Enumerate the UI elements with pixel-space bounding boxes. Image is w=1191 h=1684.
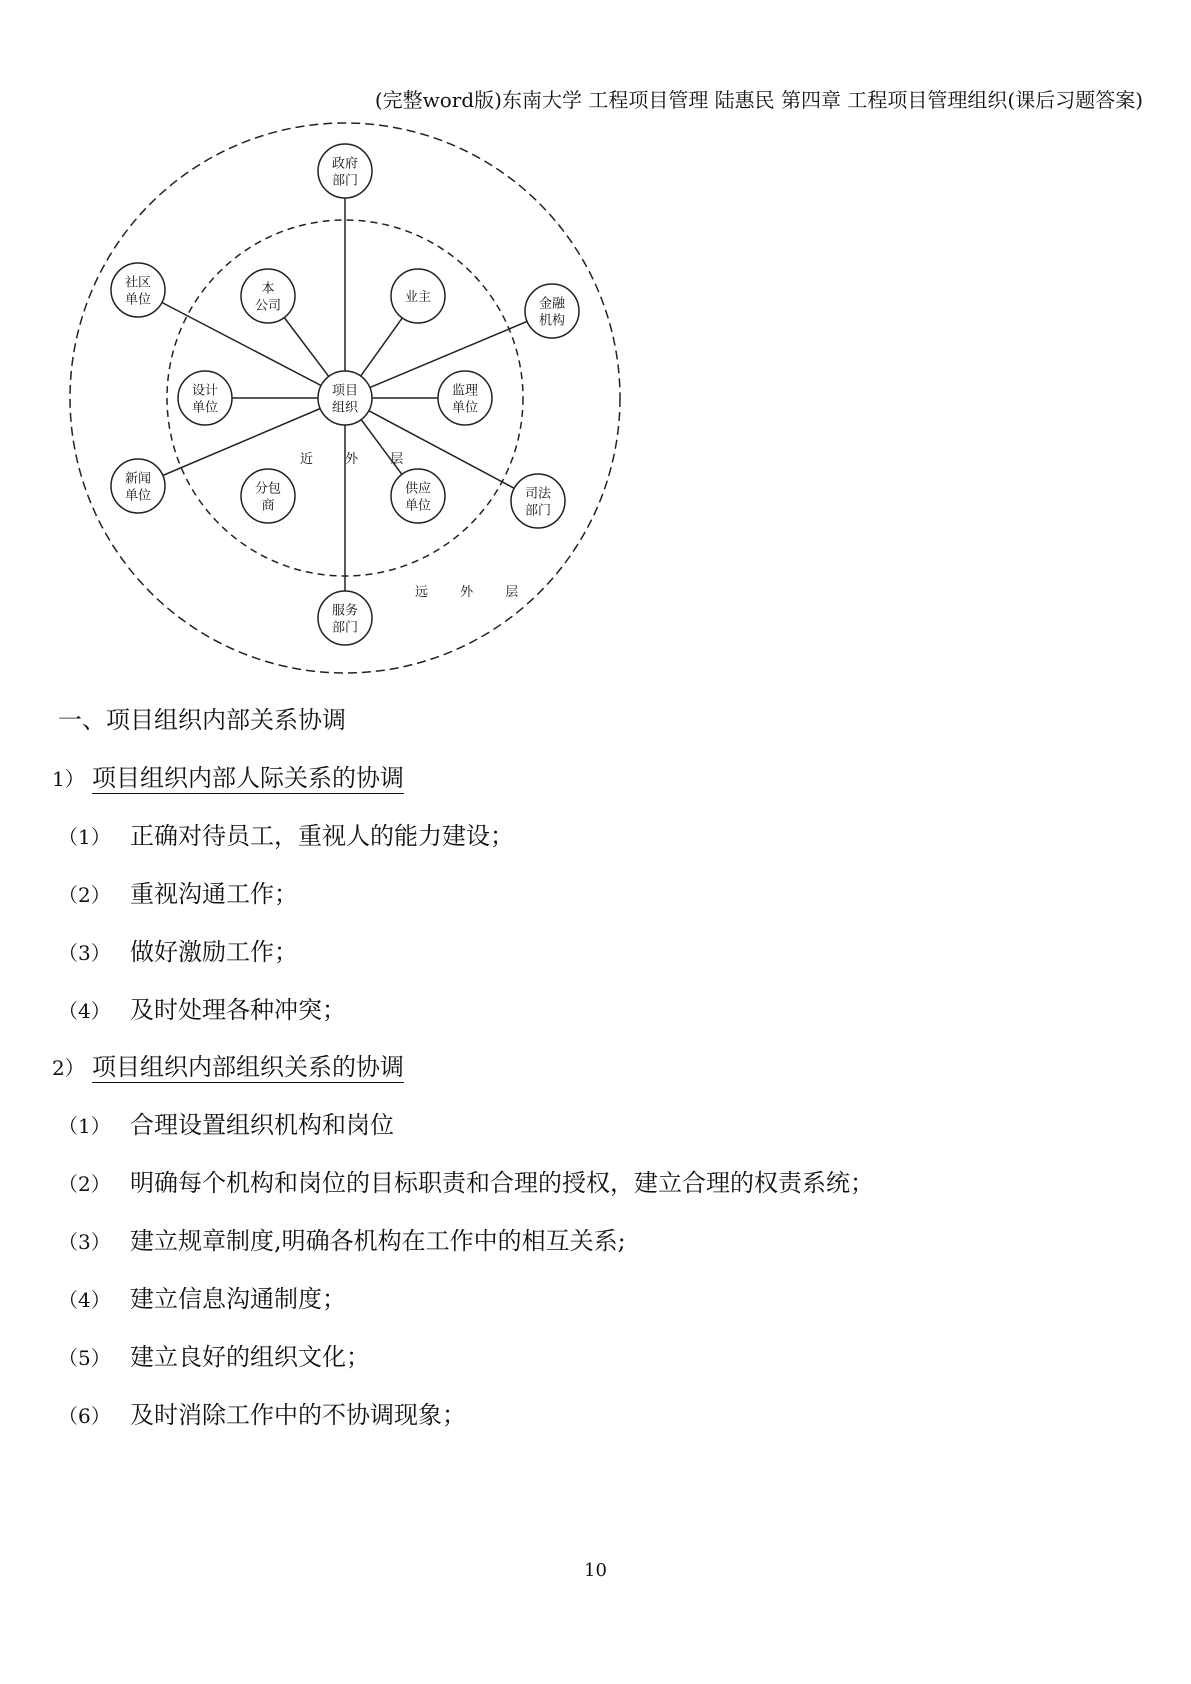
inner-layer-label: 近 外 层: [300, 452, 418, 467]
edge-outer-3: [138, 398, 345, 486]
subsection-2-item-number: （2）: [58, 1172, 111, 1196]
subsection-2-title: 项目组织内部组织关系的协调: [92, 1053, 404, 1081]
outer-node-4-label: 部门: [524, 503, 552, 519]
subsection-2-item-number: （1）: [58, 1114, 111, 1138]
subsection-1-item-text: 正确对待员工，重视人的能力建设；: [130, 822, 514, 850]
subsection-2-item-text: 合理设置组织机构和岗位: [130, 1111, 394, 1139]
outer-node-0-label: 部门: [331, 173, 359, 189]
subsection-2-item-number: （6）: [58, 1404, 111, 1428]
subsection-1-item: [58, 874, 298, 909]
outer-node-5-label: 部门: [331, 620, 359, 636]
subsection-2-item: [58, 1221, 626, 1256]
outer-node-2-label: 金融: [538, 296, 566, 312]
inner-node-2-label: 设计: [191, 383, 219, 399]
subsection-1-item: [58, 816, 514, 851]
subsection-2-item: [58, 1337, 370, 1372]
outer-node-3-label: 新闻: [124, 471, 152, 487]
subsection-2-heading: [52, 1047, 404, 1082]
page-header: (完整word版)东南大学 工程项目管理 陆惠民 第四章 工程项目管理组织(课后习题答案): [374, 88, 1143, 112]
inner-node-5-label: 单位: [404, 498, 432, 514]
center-node-label: 项目: [331, 383, 359, 399]
subsection-1-item-number: （2）: [58, 883, 111, 907]
inner-node-0-label: 本: [261, 281, 275, 297]
subsection-2-item-text: 建立信息沟通制度；: [130, 1285, 346, 1313]
subsection-2-item: [58, 1163, 874, 1198]
inner-node-1-label: 业主: [404, 290, 432, 305]
subsection-2-item-number: （3）: [58, 1230, 111, 1254]
subsection-1-item-number: （1）: [58, 825, 111, 849]
section-title: 一、项目组织内部关系协调: [58, 706, 346, 734]
subsection-2-item-text: 建立规章制度,明确各机构在工作中的相互关系;: [130, 1227, 626, 1255]
subsection-2-number: 2）: [52, 1056, 85, 1080]
subsection-1-item-number: （3）: [58, 941, 111, 965]
subsection-1-title: 项目组织内部人际关系的协调: [92, 764, 404, 792]
outer-node-5-label: 服务: [331, 603, 359, 619]
subsection-2-item-number: （5）: [58, 1346, 111, 1370]
inner-node-4-label: 分包: [254, 481, 282, 497]
subsection-1-item-text: 及时处理各种冲突；: [130, 996, 346, 1024]
inner-node-3-label: 单位: [451, 400, 479, 416]
subsection-1-heading: [52, 758, 404, 793]
page-number: 10: [584, 1560, 607, 1581]
subsection-1-item-text: 做好激励工作；: [130, 938, 298, 966]
organization-relationship-diagram: [60, 118, 680, 738]
inner-node-4-label: 商: [261, 498, 275, 514]
subsection-2-item-text: 建立良好的组织文化；: [130, 1343, 370, 1371]
subsection-1-item-text: 重视沟通工作；: [130, 880, 298, 908]
subsection-2-item: [58, 1279, 346, 1314]
center-node-label: 组织: [331, 400, 359, 416]
subsection-2-item: [58, 1395, 466, 1430]
outer-node-3-label: 单位: [124, 488, 152, 504]
outer-node-1-label: 社区: [124, 275, 152, 291]
inner-node-2-label: 单位: [191, 400, 219, 416]
subsection-1-number: 1）: [52, 767, 85, 791]
outer-node-0-label: 政府: [331, 156, 359, 172]
subsection-1-item-number: （4）: [58, 999, 111, 1023]
subsection-2-item-text: 明确每个机构和岗位的目标职责和合理的授权，建立合理的权责系统；: [130, 1169, 874, 1197]
edge-outer-1: [138, 290, 345, 398]
subsection-2-item: [58, 1105, 394, 1140]
outer-layer-label: 远 外 层: [415, 585, 533, 600]
subsection-1-item: [58, 990, 346, 1025]
subsection-2-item-text: 及时消除工作中的不协调现象；: [130, 1401, 466, 1429]
inner-node-0-label: 公司: [254, 298, 282, 314]
outer-node-4-label: 司法: [524, 486, 552, 502]
subsection-1-item: [58, 932, 298, 967]
outer-node-2-label: 机构: [538, 313, 566, 329]
outer-node-1-label: 单位: [124, 292, 152, 308]
subsection-2-item-number: （4）: [58, 1288, 111, 1312]
inner-node-3-label: 监理: [451, 383, 479, 399]
inner-node-5-label: 供应: [404, 481, 432, 497]
